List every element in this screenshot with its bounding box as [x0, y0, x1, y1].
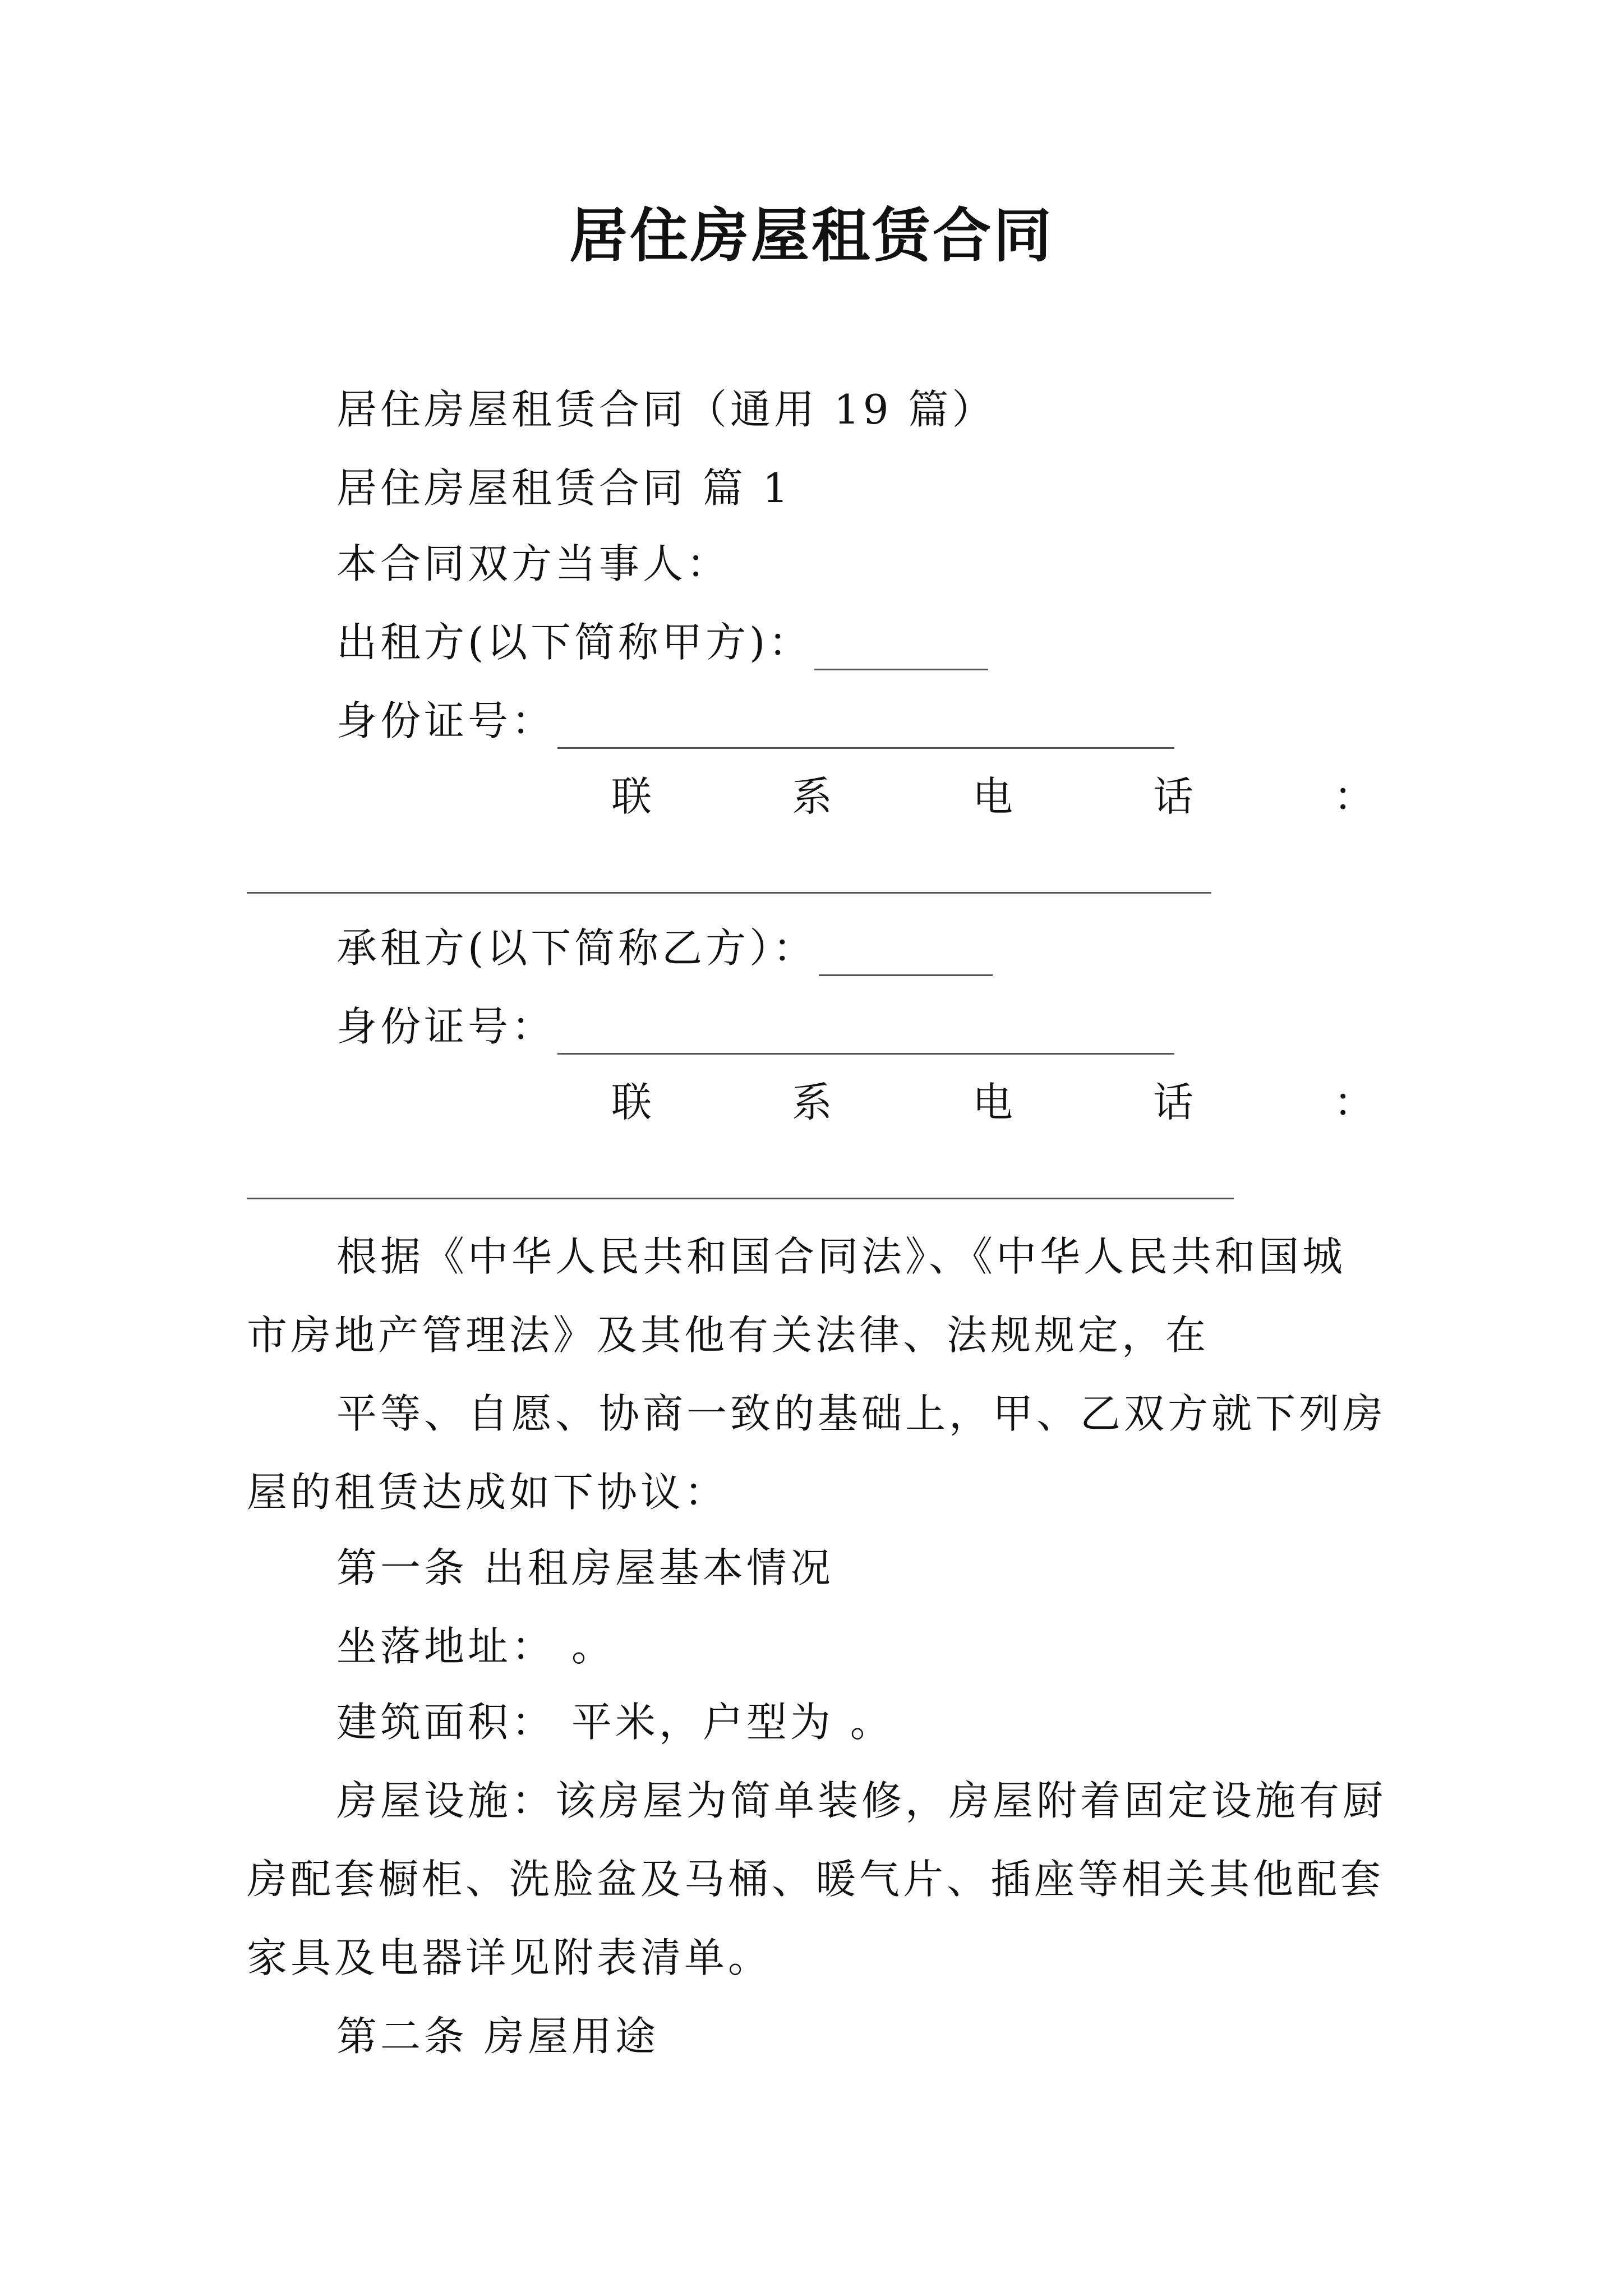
lessee-row: [336, 920, 993, 976]
article-heading: 第二条 房屋用途: [336, 2013, 659, 2060]
lessor-id-row: [336, 693, 1174, 749]
phone-char: 系: [791, 1079, 832, 1126]
document-title: 居住房屋租赁合同: [569, 201, 1054, 270]
article-heading: 第一条 出租房屋基本情况: [336, 1544, 834, 1591]
lessee-id-label: 身份证号：: [336, 1003, 556, 1050]
lessor-phone-blank: [247, 892, 1211, 894]
lessee-phone-blank: [247, 1198, 1234, 1199]
part-heading: 居住房屋租赁合同 篇 1: [336, 464, 792, 512]
lessee-id-row: [336, 999, 1174, 1055]
paragraph-line: 市房地产管理法》及其他有关法律、法规规定，在: [247, 1312, 1210, 1359]
phone-char: 话: [1152, 773, 1193, 820]
paragraph-line: 屋的租赁达成如下协议：: [247, 1469, 728, 1516]
document-subtitle: 居住房屋租赁合同（通用 19 篇）: [336, 386, 996, 433]
parties-intro: 本合同双方当事人：: [336, 540, 731, 587]
lessee-label: 承租方(以下简称乙方）：: [336, 924, 817, 972]
lessor-label: 出租方(以下简称甲方)：: [336, 619, 813, 666]
phone-char: 话: [1152, 1079, 1193, 1126]
lessor-row: [336, 614, 988, 670]
lessor-blank: [814, 624, 988, 670]
phone-char: ：: [1333, 773, 1374, 820]
paragraph-line: 根据《中华人民共和国合同法》、《中华人民共和国城: [336, 1233, 1347, 1280]
phone-char: 系: [791, 773, 832, 820]
lessor-phone-label: [611, 769, 1374, 825]
phone-char: 电: [972, 1079, 1013, 1126]
lessee-phone-label: [611, 1074, 1374, 1130]
lessee-blank: [819, 930, 993, 976]
area-line: 建筑面积： 平米，户型为 。: [336, 1699, 894, 1746]
paragraph-line: 房屋设施：该房屋为简单装修，房屋附着固定设施有厨: [336, 1777, 1387, 1824]
paragraph-line: 家具及电器详见附表清单。: [247, 1934, 772, 1981]
paragraph-line: 平等、自愿、协商一致的基础上，甲、乙双方就下列房: [336, 1390, 1387, 1437]
phone-char: 电: [972, 773, 1013, 820]
lessee-id-blank: [557, 1008, 1174, 1055]
phone-char: 联: [611, 1079, 652, 1126]
phone-char: ：: [1333, 1079, 1374, 1126]
paragraph-line: 房配套橱柜、洗脸盆及马桶、暖气片、插座等相关其他配套: [247, 1856, 1385, 1903]
address-line: 坐落地址： 。: [336, 1623, 615, 1670]
phone-char: 联: [611, 773, 652, 820]
lessor-id-blank: [557, 702, 1174, 749]
lessor-id-label: 身份证号：: [336, 697, 556, 744]
